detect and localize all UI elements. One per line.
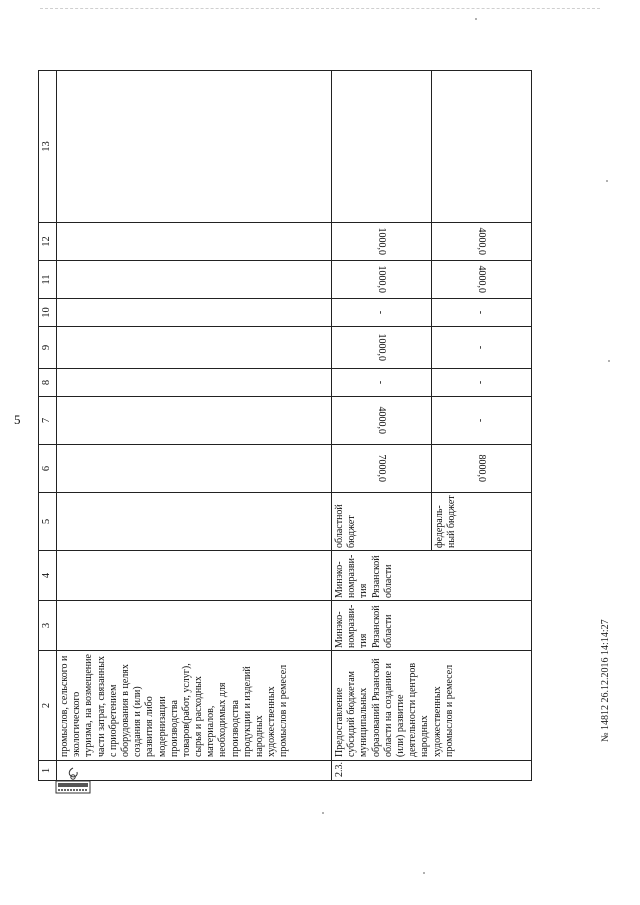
table-cell	[57, 397, 332, 445]
amount-value: 1000,0	[376, 265, 388, 294]
amount-year	[432, 261, 532, 299]
amount-value: -	[475, 310, 487, 315]
measure-description: Предоставление субсидий бюджетам муниципальных образований Рязанской области на создание и (или) развитие деятельности центров народных художественных промыслов и ремесел	[332, 651, 532, 761]
amount-year	[432, 327, 532, 369]
program-measures-table	[38, 70, 532, 781]
table-cell	[57, 493, 332, 551]
amount-year	[332, 299, 432, 327]
table-cell	[57, 445, 332, 493]
column-number-header	[39, 71, 57, 781]
amount-year	[432, 369, 532, 397]
amount-value: -	[475, 380, 487, 385]
amount-total	[432, 445, 532, 493]
amount-year	[332, 369, 432, 397]
amount-value: 1000,0	[376, 227, 388, 256]
measure-number: 2.3.	[332, 761, 532, 781]
scan-speck	[475, 18, 477, 20]
column-header: 5	[39, 493, 57, 551]
table-cell	[57, 261, 332, 299]
column-header: 8	[39, 369, 57, 397]
scan-speck	[322, 812, 324, 814]
executor-cell: Минэко-номразви-тия Рязанской области	[332, 551, 532, 601]
column-header: 13	[39, 71, 57, 223]
table-row	[57, 71, 332, 781]
amount-value: 8000,0	[476, 454, 488, 483]
table-cell	[57, 601, 332, 651]
amount-year	[332, 397, 432, 445]
executor-cell: Минэко-номразви-тия Рязанской области	[332, 601, 532, 651]
table-cell	[57, 551, 332, 601]
amount-year	[332, 223, 432, 261]
amount-value: -	[375, 310, 387, 315]
column-header: 11	[39, 261, 57, 299]
table-cell	[57, 223, 332, 261]
funding-source: областной бюджет	[332, 493, 432, 551]
table-row	[332, 71, 432, 781]
funding-source: федераль-ный бюджет	[432, 493, 532, 551]
amount-year	[432, 299, 532, 327]
amount-value: -	[475, 345, 487, 350]
amount-value: -	[475, 418, 487, 423]
amount-value: 4000,0	[476, 227, 488, 256]
amount-total	[332, 445, 432, 493]
column-header: 12	[39, 223, 57, 261]
registration-stamp-icon	[52, 765, 94, 797]
page-number: 5	[14, 412, 21, 427]
registration-number: № 14812 26.12.2016 14:14:27	[600, 619, 611, 742]
table-cell	[57, 369, 332, 397]
scan-speck	[606, 180, 608, 182]
column-header: 4	[39, 551, 57, 601]
column-header: 9	[39, 327, 57, 369]
scan-speck	[608, 360, 610, 362]
amount-year	[432, 223, 532, 261]
amount-year	[332, 327, 432, 369]
amount-value: 4000,0	[476, 265, 488, 294]
amount-value: 4000,0	[376, 406, 388, 435]
note-cell	[432, 71, 532, 223]
column-header: 1	[39, 761, 57, 781]
column-header: 3	[39, 601, 57, 651]
measure-description-continued: промыслов, сельского и экологического туризма, на возмещение части затрат, связанных с приобретением оборудования в целях создания и (или) развития либо модернизации производства товаров(работ, услуг), сырья и расходных материалов, необходимых для производства продукции и изделий народных художественных промыслов и ремесел	[57, 651, 332, 761]
scan-border-line	[40, 8, 600, 9]
column-header: 10	[39, 299, 57, 327]
amount-value: -	[375, 380, 387, 385]
amount-value: 7000,0	[376, 454, 388, 483]
rotated-table-container	[38, 71, 548, 781]
amount-value: 1000,0	[376, 333, 388, 362]
column-header: 2	[39, 651, 57, 761]
amount-year	[432, 397, 532, 445]
table-cell	[57, 71, 332, 223]
column-header: 7	[39, 397, 57, 445]
amount-year	[332, 261, 432, 299]
table-cell	[57, 327, 332, 369]
note-cell	[332, 71, 432, 223]
table-cell	[57, 299, 332, 327]
scan-speck	[423, 872, 425, 874]
column-header: 6	[39, 445, 57, 493]
table-cell	[57, 761, 332, 781]
